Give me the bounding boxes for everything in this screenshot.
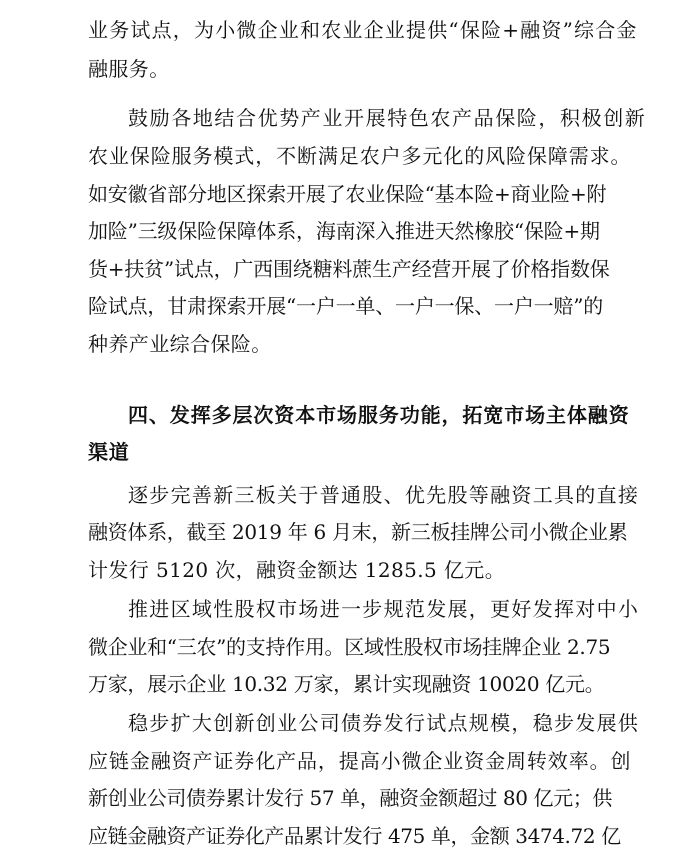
paragraph-line: 农业保险服务模式，不断满足农户多元化的风险保障需求。 xyxy=(88,144,632,168)
paragraph-line: 万家，展示企业 10.32 万家，累计实现融资 10020 亿元。 xyxy=(88,672,605,696)
section-heading: 四、发挥多层次资本市场服务功能，拓宽市场主体融资 xyxy=(128,403,630,427)
paragraph-line: 险试点，甘肃探索开展“一户一单、一户一保、一户一赔”的 xyxy=(88,294,604,318)
paragraph-line: 推进区域性股权市场进一步规范发展，更好发挥对中小 xyxy=(128,597,640,621)
paragraph-line: 鼓励各地结合优势产业开展特色农产品保险，积极创新 xyxy=(128,106,647,130)
paragraph-line: 种养产业综合保险。 xyxy=(88,332,272,356)
paragraph-line: 融资体系，截至 2019 年 6 月末，新三板挂牌公司小微企业累 xyxy=(88,520,628,544)
paragraph-line: 稳步扩大创新创业公司债券发行试点规模，稳步发展供 xyxy=(128,711,640,735)
paragraph-line: 融服务。 xyxy=(88,57,170,81)
paragraph-line: 业务试点，为小微企业和农业企业提供“保险+融资”综合金 xyxy=(88,18,638,42)
paragraph-line: 应链金融资产证券化产品累计发行 475 单，金额 3474.72 亿 xyxy=(88,824,621,848)
paragraph-line: 微企业和“三农”的支持作用。区域性股权市场挂牌企业 2.75 xyxy=(88,635,611,659)
paragraph-line: 逐步完善新三板关于普通股、优先股等融资工具的直接 xyxy=(128,483,640,507)
paragraph-line: 计发行 5120 次，融资金额达 1285.5 亿元。 xyxy=(88,558,506,582)
paragraph-line: 应链金融资产证券化产品，提高小微企业资金周转效率。创 xyxy=(88,749,632,773)
paragraph-line: 货+扶贫”试点，广西围绕糖料蔗生产经营开展了价格指数保 xyxy=(88,257,610,281)
paragraph-line: 新创业公司债券累计发行 57 单，融资金额超过 80 亿元；供 xyxy=(88,786,612,810)
section-heading: 渠道 xyxy=(88,440,130,464)
paragraph-line: 加险”三级保险保障体系，海南深入推进天然橡胶“保险+期 xyxy=(88,219,600,243)
paragraph-line: 如安徽省部分地区探索开展了农业保险“基本险+商业险+附 xyxy=(88,182,607,206)
